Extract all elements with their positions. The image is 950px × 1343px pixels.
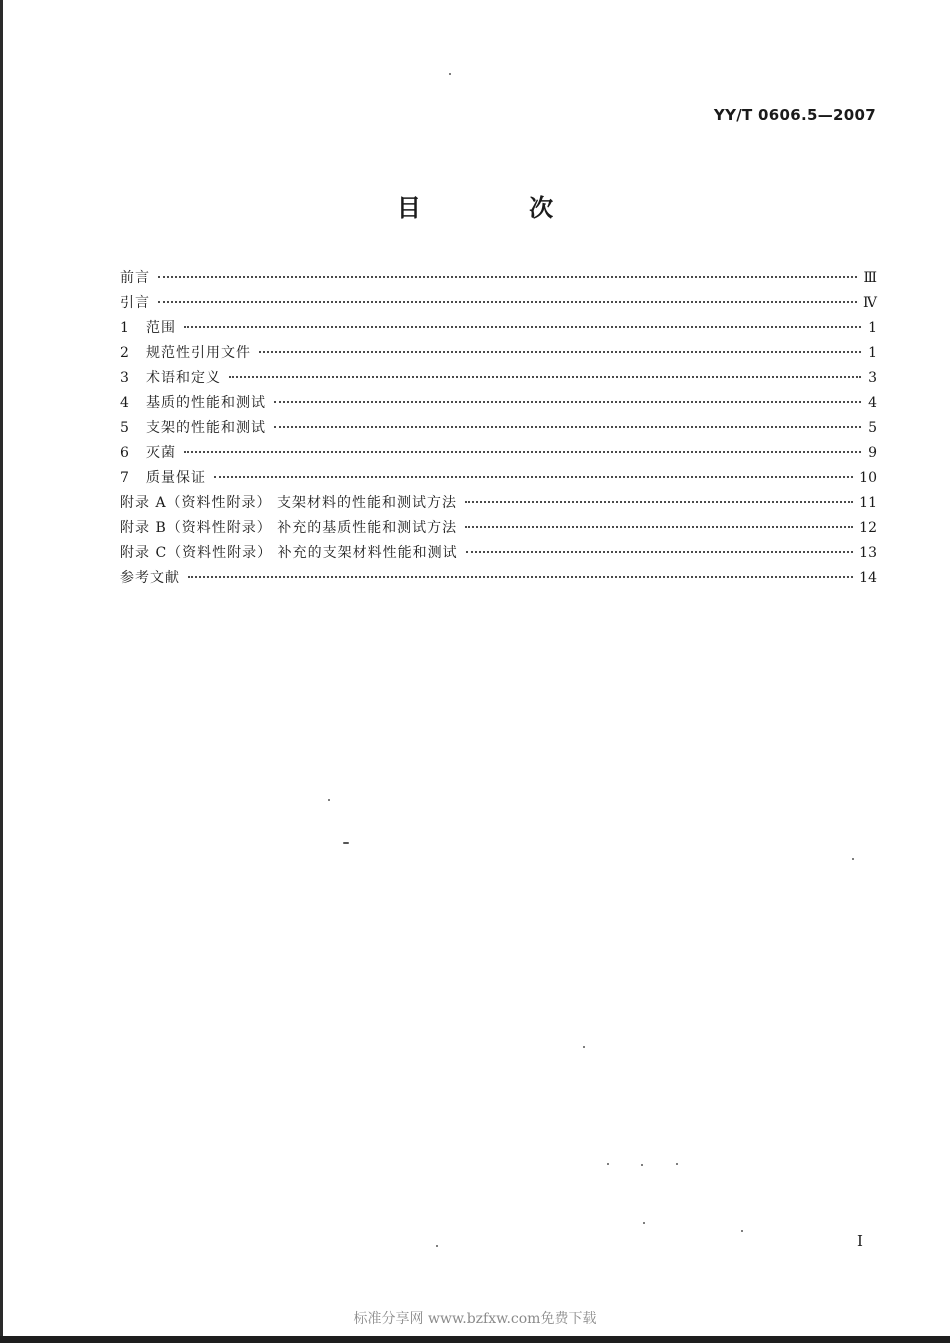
toc-entry-introduction[interactable]	[120, 291, 877, 316]
toc-entry-label: 范围	[146, 320, 176, 336]
toc-entry-annex-b[interactable]	[120, 516, 877, 541]
toc-entry-7[interactable]	[120, 466, 877, 491]
toc-entry-label: 基质的性能和测试	[146, 395, 266, 411]
toc-entry-label: 规范性引用文件	[146, 345, 251, 361]
toc-entry-label: 前言	[120, 270, 150, 286]
toc-entry-page: Ⅲ	[863, 270, 877, 286]
toc-entry-number: 3	[120, 370, 129, 386]
toc-entry-2[interactable]	[120, 341, 877, 366]
toc-entry-number: 2	[120, 345, 129, 361]
toc-leader-dots	[214, 476, 853, 478]
toc-entry-number: 5	[120, 420, 129, 436]
scan-speck	[741, 1230, 743, 1232]
toc-entry-page: 1	[868, 320, 877, 336]
toc-entry-page: 10	[859, 470, 877, 486]
table-of-contents	[120, 266, 877, 591]
standard-number: YY/T 0606.5—2007	[713, 106, 876, 124]
toc-leader-dots	[184, 326, 861, 328]
page-title: 目 次	[396, 194, 604, 222]
toc-entry-number: 6	[120, 445, 129, 461]
toc-entry-label: 支架的性能和测试	[146, 420, 266, 436]
toc-leader-dots	[259, 351, 861, 353]
toc-entry-foreword[interactable]	[120, 266, 877, 291]
toc-entry-number: 4	[120, 395, 129, 411]
toc-entry-page: 14	[859, 570, 877, 586]
scan-speck	[583, 1046, 585, 1048]
toc-entry-label: 附录 A（资料性附录） 支架材料的性能和测试方法	[120, 495, 458, 511]
toc-leader-dots	[184, 451, 861, 453]
toc-entry-label: 附录 C（资料性附录） 补充的支架材料性能和测试	[120, 545, 458, 561]
site-watermark: 标准分享网 www.bzfxw.com免费下载	[353, 1311, 597, 1327]
toc-entry-annex-a[interactable]	[120, 491, 877, 516]
toc-entry-4[interactable]	[120, 391, 877, 416]
toc-entry-label: 质量保证	[146, 470, 206, 486]
toc-leader-dots	[465, 501, 853, 503]
toc-leader-dots	[158, 276, 857, 278]
toc-leader-dots	[466, 551, 854, 553]
toc-leader-dots	[274, 426, 861, 428]
toc-entry-5[interactable]	[120, 416, 877, 441]
scan-edge-bottom	[0, 1336, 950, 1343]
toc-entry-page: 5	[868, 420, 877, 436]
scan-speck	[343, 842, 349, 844]
scan-speck	[449, 73, 451, 75]
toc-leader-dots	[188, 576, 853, 578]
toc-entry-label: 附录 B（资料性附录） 补充的基质性能和测试方法	[120, 520, 458, 536]
scan-speck	[643, 1222, 645, 1224]
toc-entry-page: 3	[868, 370, 877, 386]
toc-entry-page: Ⅳ	[863, 295, 877, 311]
toc-entry-annex-c[interactable]	[120, 541, 877, 566]
toc-entry-number: 7	[120, 470, 129, 486]
toc-entry-6[interactable]	[120, 441, 877, 466]
scan-speck	[328, 799, 330, 801]
toc-entry-page: 12	[859, 520, 877, 536]
scan-speck	[641, 1164, 643, 1166]
toc-entry-label: 引言	[120, 295, 150, 311]
toc-entry-page: 1	[868, 345, 877, 361]
toc-leader-dots	[274, 401, 861, 403]
scan-speck	[676, 1163, 678, 1165]
toc-leader-dots	[158, 301, 857, 303]
scan-speck	[852, 858, 854, 860]
toc-entry-3[interactable]	[120, 366, 877, 391]
scan-speck	[436, 1245, 438, 1247]
toc-entry-label: 灭菌	[146, 445, 176, 461]
page-number: I	[857, 1232, 863, 1250]
toc-entry-1[interactable]	[120, 316, 877, 341]
scan-speck	[607, 1163, 609, 1165]
toc-leader-dots	[465, 526, 853, 528]
toc-entry-label: 参考文献	[120, 570, 180, 586]
toc-entry-number: 1	[120, 320, 129, 336]
toc-entry-bibliography[interactable]	[120, 566, 877, 591]
toc-leader-dots	[229, 376, 861, 378]
toc-entry-label: 术语和定义	[146, 370, 221, 386]
toc-entry-page: 4	[868, 395, 877, 411]
toc-entry-page: 9	[868, 445, 877, 461]
toc-entry-page: 11	[859, 495, 877, 511]
toc-entry-page: 13	[859, 545, 877, 561]
